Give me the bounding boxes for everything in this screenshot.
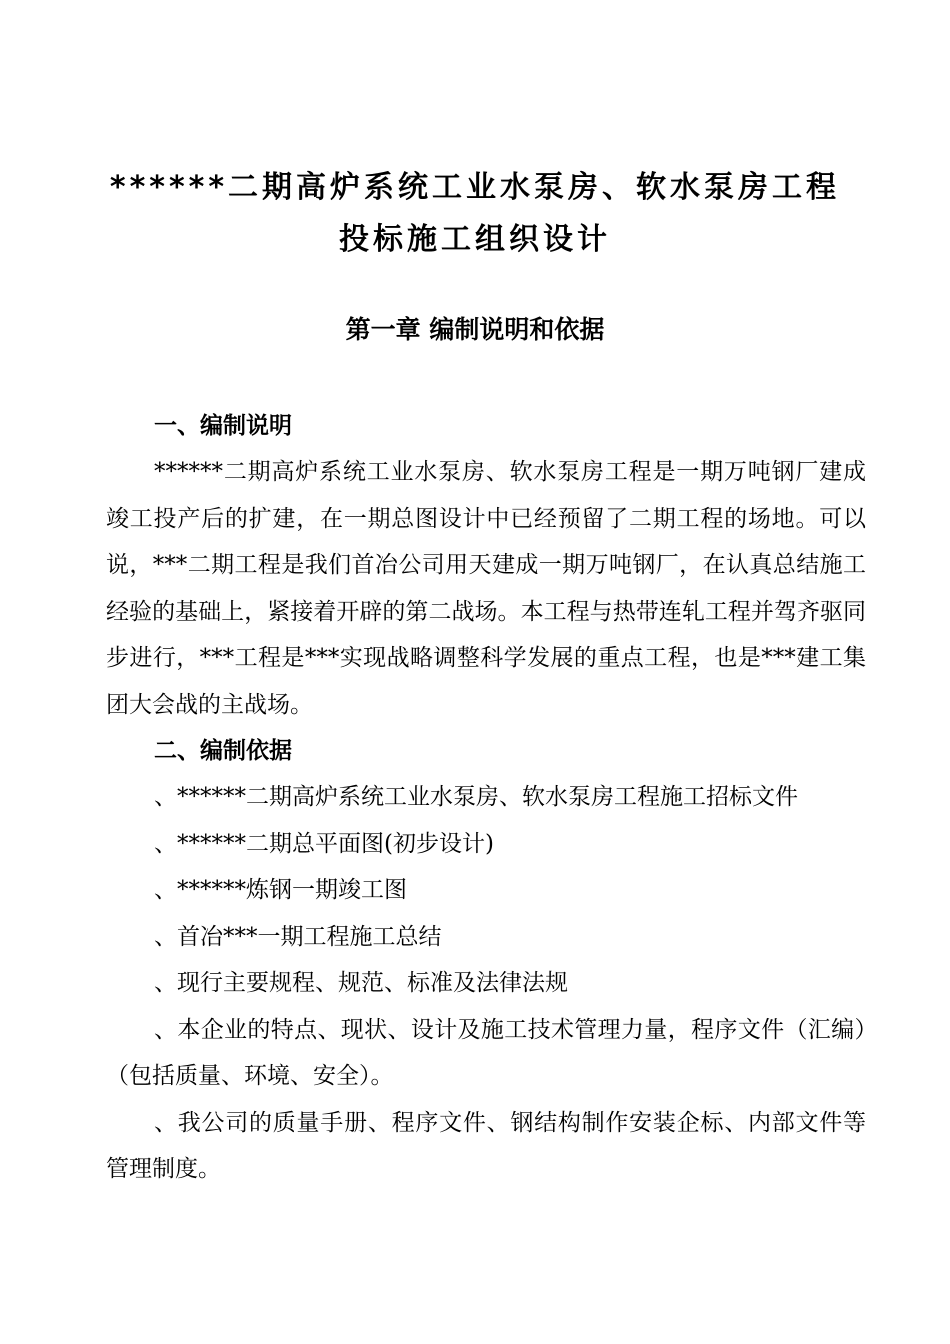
section-heading-compilation-notes: 一、编制说明 bbox=[154, 413, 292, 439]
basis-list-item: 、本企业的特点、现状、设计及施工技术管理力量，程序文件（汇编）（包括质量、环境、安全）。 bbox=[106, 1016, 866, 1089]
basis-list-item: 、我公司的质量手册、程序文件、钢结构制作安装企标、内部文件等管理制度。 bbox=[106, 1109, 866, 1182]
document-body bbox=[106, 403, 866, 1193]
basis-list-item: 、******二期总平面图(初步设计) bbox=[154, 830, 494, 857]
section-heading-compilation-basis: 二、编制依据 bbox=[154, 738, 292, 764]
chapter-title: 第一章 编制说明和依据 bbox=[345, 315, 605, 344]
document-title-line-2: 投标施工组织设计 bbox=[339, 222, 611, 257]
basis-list-item: 、******炼钢一期竣工图 bbox=[154, 877, 407, 903]
body-paragraph: ******二期高炉系统工业水泵房、软水泵房工程是一期万吨钢厂建成竣工投产后的扩建，在一期总图设计中已经预留了二期工程的场地。可以说，***二期工程是我们首冶公司用天建成一期万吨钢厂，在认真总结施工经验的基础上，紧接着开辟的第二战场。本工程与热带连轧工程并驾齐驱同步进行，***工程是***实现战略调整科学发展的重点工程，也是***建工集团大会战的主战场。 bbox=[106, 459, 866, 718]
document-title-line-1: ******二期高炉系统工业水泵房、软水泵房工程 bbox=[109, 170, 841, 205]
basis-list-item: 、首冶***一期工程施工总结 bbox=[154, 923, 442, 950]
basis-list-item: 、******二期高炉系统工业水泵房、软水泵房工程施工招标文件 bbox=[154, 784, 798, 810]
basis-list-item: 、现行主要规程、规范、标准及法律法规 bbox=[154, 970, 568, 996]
